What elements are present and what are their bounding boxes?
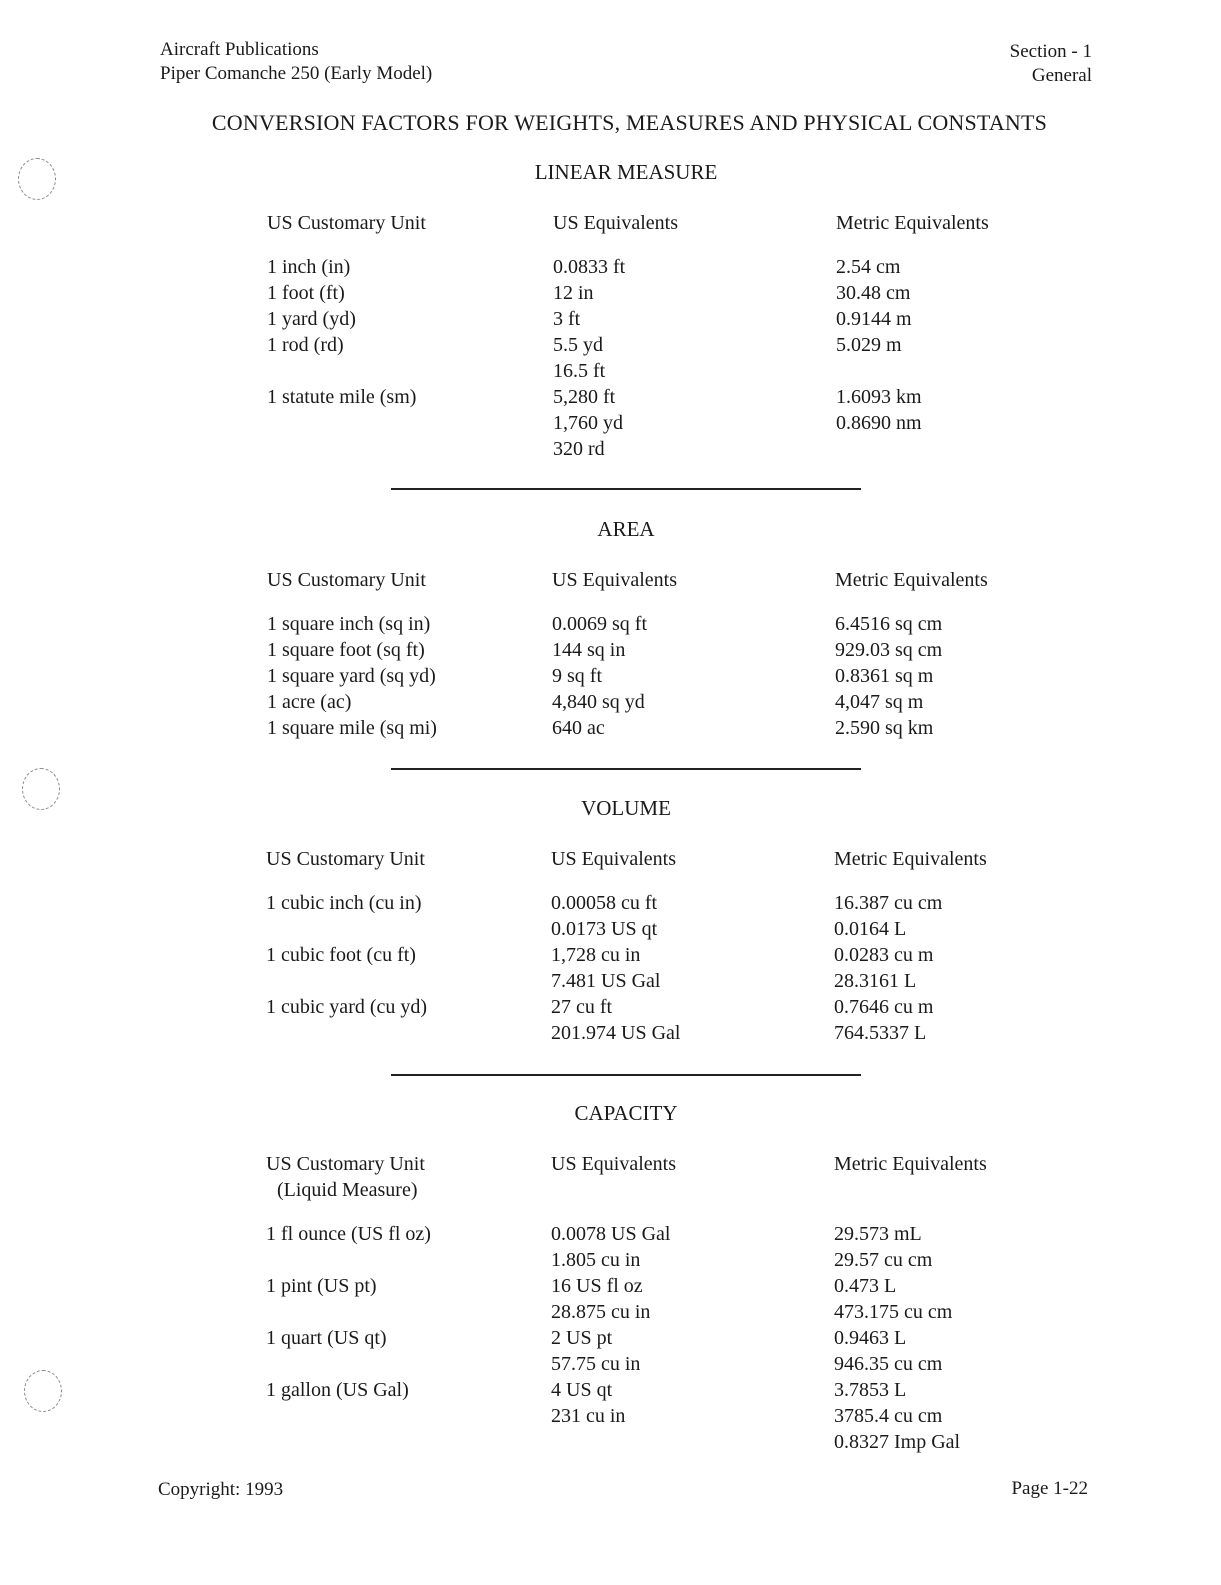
linear-unit-cell: 1 statute mile (sm) <box>267 386 417 408</box>
area-metric-cell: 6.4516 sq cm <box>835 613 943 635</box>
linear-metric-cell <box>836 358 922 384</box>
capacity-unit-cell: 1 fl ounce (US fl oz) <box>266 1223 431 1245</box>
area-metric-cell: 929.03 sq cm <box>835 639 943 661</box>
linear-unit-cell <box>267 410 416 436</box>
capacity-metric-cell: 3.7853 L <box>834 1379 907 1401</box>
volume-metric-cell: 0.0283 cu m <box>834 944 934 966</box>
linear-unit-cell: 1 rod (rd) <box>267 334 344 356</box>
area-metric-cell: 2.590 sq km <box>835 717 934 739</box>
column-header-unit: US Customary Unit <box>267 212 426 234</box>
linear-us-cell: 5,280 ft <box>553 386 616 408</box>
linear-unit-column <box>267 254 416 462</box>
column-header-us: US Equivalents <box>552 569 677 591</box>
linear-metric-cell: 1.6093 km <box>836 386 922 408</box>
capacity-metric-cell: 946.35 cu cm <box>834 1353 943 1375</box>
area-us-cell: 144 sq in <box>552 639 626 661</box>
area-unit-cell: 1 square mile (sq mi) <box>267 717 437 739</box>
area-unit-cell: 1 square inch (sq in) <box>267 613 431 635</box>
volume-us-cell: 7.481 US Gal <box>551 970 661 992</box>
capacity-unit-column <box>266 1221 431 1455</box>
capacity-us-cell: 0.0078 US Gal <box>551 1223 671 1245</box>
capacity-unit-cell <box>266 1429 431 1455</box>
volume-unit-cell <box>266 1020 427 1046</box>
linear-unit-cell <box>267 436 416 462</box>
aircraft-model: Piper Comanche 250 (Early Model) <box>160 63 433 84</box>
capacity-us-cell: 57.75 cu in <box>551 1353 641 1375</box>
capacity-metric-cell: 29.57 cu cm <box>834 1249 933 1271</box>
column-header-unit: US Customary Unit <box>266 848 425 870</box>
linear-metric-cell: 30.48 cm <box>836 282 911 304</box>
linear-us-cell: 16.5 ft <box>553 360 606 382</box>
capacity-unit-cell <box>266 1299 431 1325</box>
section-title-capacity: CAPACITY <box>574 1101 678 1125</box>
area-unit-cell: 1 acre (ac) <box>267 691 352 713</box>
linear-unit-cell <box>267 358 416 384</box>
area-metric-cell: 4,047 sq m <box>835 691 924 713</box>
area-us-column <box>552 611 647 741</box>
column-header-us: US Equivalents <box>553 212 678 234</box>
column-header-unit: US Customary Unit <box>267 569 426 591</box>
linear-us-cell: 0.0833 ft <box>553 256 626 278</box>
volume-unit-cell <box>266 968 427 994</box>
linear-us-cell: 12 in <box>553 282 594 304</box>
column-header-metric: Metric Equivalents <box>834 848 987 870</box>
area-us-cell: 0.0069 sq ft <box>552 613 647 635</box>
capacity-metric-cell: 0.9463 L <box>834 1327 907 1349</box>
capacity-us-cell: 4 US qt <box>551 1379 613 1401</box>
section-title-volume: VOLUME <box>581 796 671 820</box>
linear-us-cell: 320 rd <box>553 438 605 460</box>
capacity-metric-cell: 3785.4 cu cm <box>834 1405 943 1427</box>
capacity-metric-cell: 29.573 mL <box>834 1223 922 1245</box>
area-unit-cell: 1 square yard (sq yd) <box>267 665 436 687</box>
volume-us-cell: 27 cu ft <box>551 996 613 1018</box>
section-title-linear: LINEAR MEASURE <box>534 160 718 184</box>
capacity-unit-cell: 1 pint (US pt) <box>266 1275 377 1297</box>
header-left <box>160 38 432 86</box>
area-us-cell: 4,840 sq yd <box>552 691 645 713</box>
section-title-area: AREA <box>597 517 655 541</box>
header-right <box>1010 40 1092 88</box>
area-metric-cell: 0.8361 sq m <box>835 665 934 687</box>
section-divider <box>391 488 861 490</box>
area-us-cell: 640 ac <box>552 717 605 739</box>
volume-unit-cell: 1 cubic inch (cu in) <box>266 892 422 914</box>
volume-unit-cell: 1 cubic foot (cu ft) <box>266 944 416 966</box>
area-unit-cell: 1 square foot (sq ft) <box>267 639 425 661</box>
volume-unit-cell: 1 cubic yard (cu yd) <box>266 996 428 1018</box>
column-header-metric: Metric Equivalents <box>834 1153 987 1175</box>
linear-metric-cell <box>836 436 922 462</box>
volume-us-column <box>551 890 680 1046</box>
linear-unit-cell: 1 yard (yd) <box>267 308 356 330</box>
linear-unit-cell: 1 foot (ft) <box>267 282 345 304</box>
capacity-us-cell: 2 US pt <box>551 1327 613 1349</box>
capacity-metric-column <box>834 1221 960 1455</box>
column-header-us: US Equivalents <box>551 1153 676 1175</box>
capacity-unit-cell: 1 quart (US qt) <box>266 1327 387 1349</box>
capacity-us-column <box>551 1221 670 1455</box>
linear-unit-cell: 1 inch (in) <box>267 256 351 278</box>
capacity-unit-cell <box>266 1403 431 1429</box>
volume-unit-cell <box>266 916 427 942</box>
capacity-us-cell: 1.805 cu in <box>551 1249 641 1271</box>
section-divider <box>391 1074 861 1076</box>
volume-metric-cell: 16.387 cu cm <box>834 892 943 914</box>
capacity-unit-cell <box>266 1351 431 1377</box>
publisher-name: Aircraft Publications <box>160 39 319 60</box>
capacity-metric-cell: 0.8327 Imp Gal <box>834 1431 961 1453</box>
volume-unit-column <box>266 890 427 1046</box>
column-subheader-liquid: (Liquid Measure) <box>277 1179 418 1201</box>
area-us-cell: 9 sq ft <box>552 665 602 687</box>
capacity-metric-cell: 473.175 cu cm <box>834 1301 953 1323</box>
linear-metric-column <box>836 254 922 462</box>
section-divider <box>391 768 861 770</box>
capacity-us-cell: 28.875 cu in <box>551 1301 651 1323</box>
linear-metric-cell: 0.9144 m <box>836 308 912 330</box>
page-title: CONVERSION FACTORS FOR WEIGHTS, MEASURES AND PHYSICAL CONSTANTS <box>211 110 1048 135</box>
linear-metric-cell: 0.8690 nm <box>836 412 922 434</box>
volume-metric-cell: 764.5337 L <box>834 1022 927 1044</box>
volume-us-cell: 0.00058 cu ft <box>551 892 658 914</box>
column-header-metric: Metric Equivalents <box>835 569 988 591</box>
volume-metric-column <box>834 890 942 1046</box>
volume-us-cell: 1,728 cu in <box>551 944 641 966</box>
capacity-unit-cell <box>266 1247 431 1273</box>
linear-metric-cell: 5.029 m <box>836 334 902 356</box>
capacity-metric-cell: 0.473 L <box>834 1275 897 1297</box>
linear-us-cell: 3 ft <box>553 308 581 330</box>
section-number: Section - 1 <box>1009 41 1092 62</box>
copyright: Copyright: 1993 <box>158 1479 284 1500</box>
section-name: General <box>1031 65 1092 86</box>
volume-us-cell: 201.974 US Gal <box>551 1022 681 1044</box>
volume-metric-cell: 0.7646 cu m <box>834 996 934 1018</box>
linear-us-cell: 1,760 yd <box>553 412 623 434</box>
linear-us-cell: 5.5 yd <box>553 334 603 356</box>
volume-metric-cell: 28.3161 L <box>834 970 917 992</box>
capacity-unit-cell: 1 gallon (US Gal) <box>266 1379 409 1401</box>
volume-us-cell: 0.0173 US qt <box>551 918 658 940</box>
column-header-us: US Equivalents <box>551 848 676 870</box>
capacity-us-cell: 16 US fl oz <box>551 1275 643 1297</box>
capacity-us-cell <box>551 1429 670 1455</box>
column-header-metric: Metric Equivalents <box>836 212 989 234</box>
linear-metric-cell: 2.54 cm <box>836 256 901 278</box>
area-metric-column <box>835 611 942 741</box>
area-unit-column <box>267 611 437 741</box>
column-header-unit: US Customary Unit <box>266 1153 425 1175</box>
linear-us-column <box>553 254 625 462</box>
binder-hole-bottom <box>24 1370 62 1412</box>
page-number: Page 1-22 <box>1011 1478 1088 1499</box>
volume-metric-cell: 0.0164 L <box>834 918 907 940</box>
capacity-us-cell: 231 cu in <box>551 1405 626 1427</box>
